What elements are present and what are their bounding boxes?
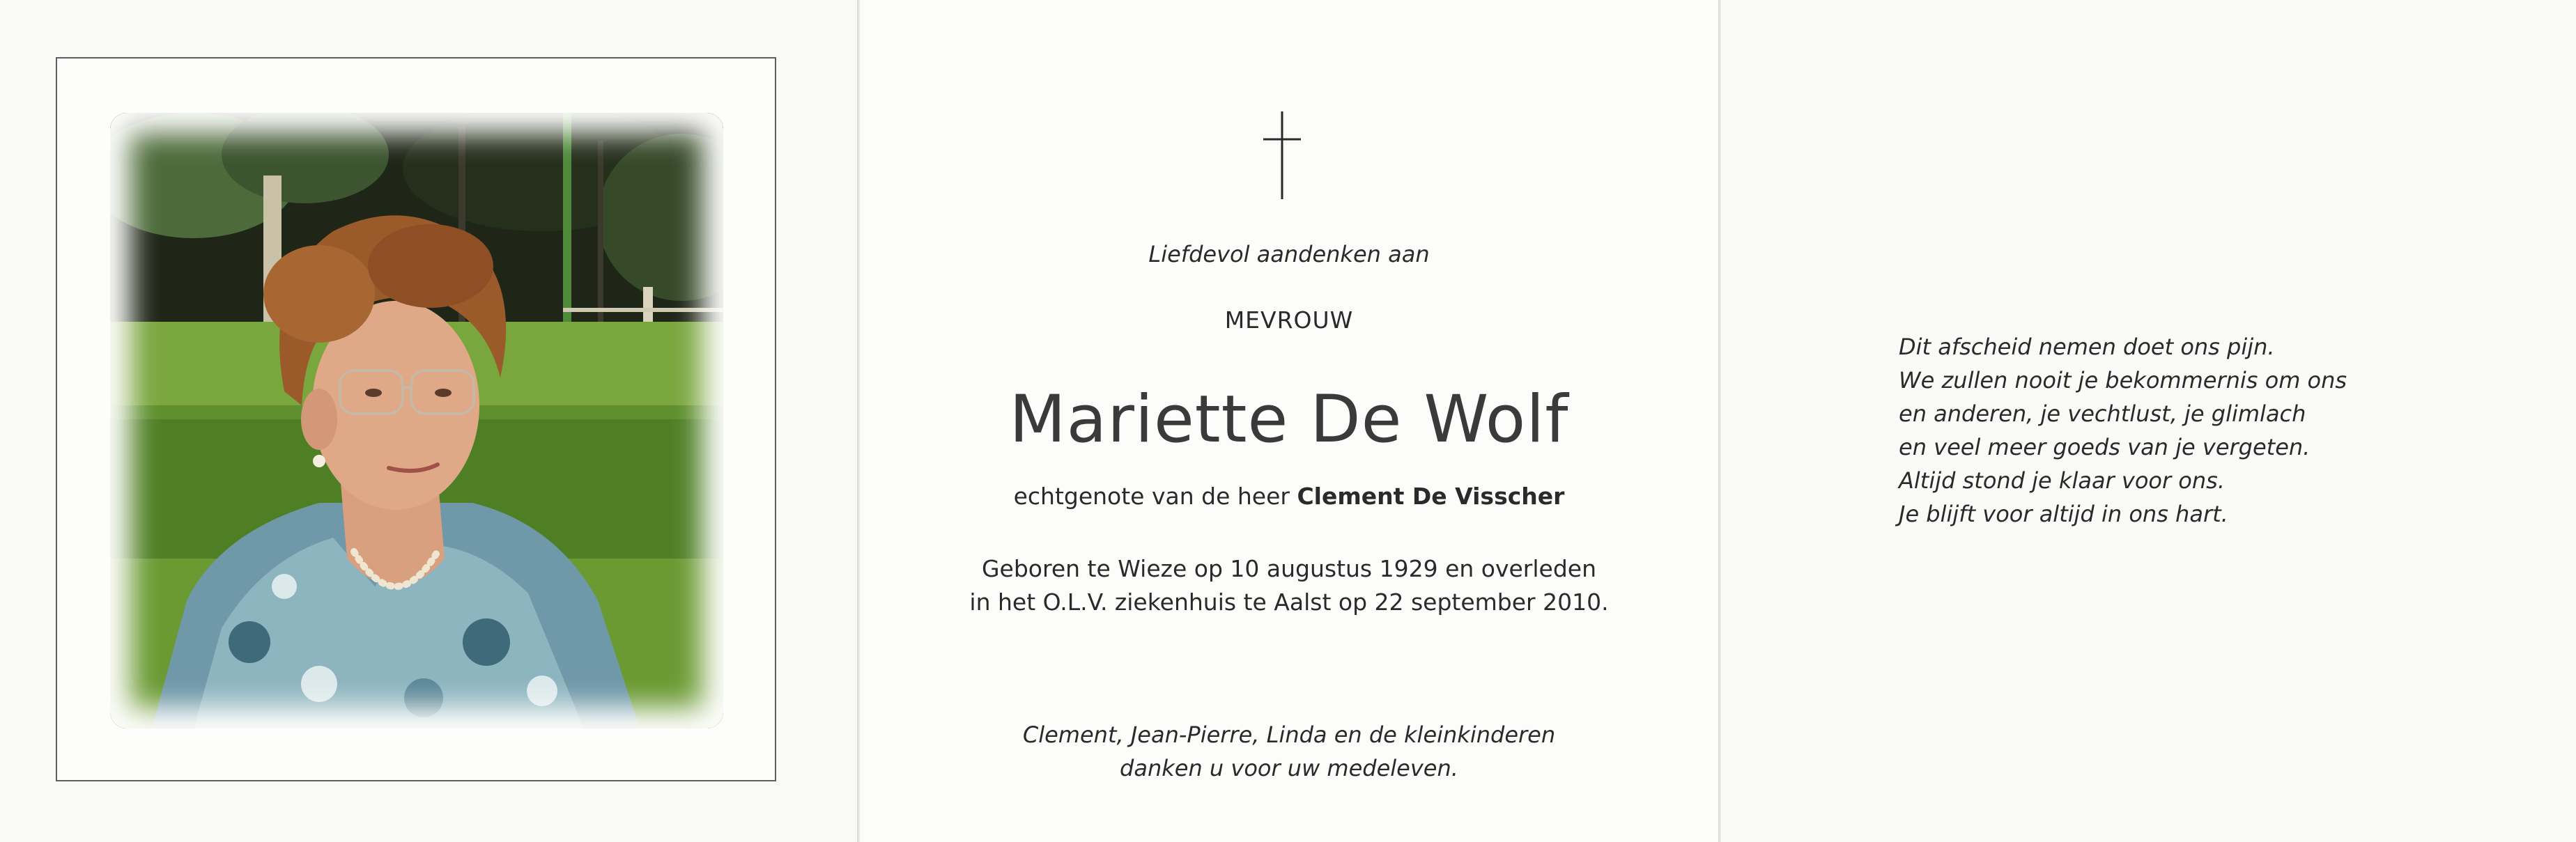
poem-line: en anderen, je vechtlust, je glimlach: [1899, 400, 2306, 427]
spouse-line: [860, 483, 1718, 510]
left-panel: [0, 0, 857, 842]
deceased-name: Mariette De Wolf: [1009, 382, 1569, 458]
photo-frame: [56, 57, 776, 781]
birth-death-line-1: Geboren te Wieze op 10 augustus 1929 en overleden: [981, 555, 1597, 582]
poem-line: Dit afscheid nemen doet ons pijn.: [1899, 334, 2275, 360]
poem-line: en veel meer goeds van je vergeten.: [1899, 434, 2311, 460]
middle-panel: [860, 0, 1718, 842]
cross-icon: [1263, 111, 1301, 199]
spouse-prefix: echtgenote van de heer: [1013, 483, 1290, 510]
portrait-photo: [110, 113, 723, 728]
poem-line: Altijd stond je klaar voor ons.: [1899, 467, 2225, 494]
title-text: MEVROUW: [1224, 306, 1354, 334]
birth-death-text: [860, 552, 1718, 619]
birth-death-line-2: in het O.L.V. ziekenhuis te Aalst op 22 september 2010.: [969, 588, 1609, 616]
spouse-name: Clement De Visscher: [1297, 483, 1565, 510]
poem-line: We zullen nooit je bekommernis om ons: [1899, 367, 2347, 393]
intro-text: Liefdevol aandenken aan: [1148, 241, 1430, 267]
poem: [1899, 330, 2347, 531]
thanks-line-1: Clement, Jean-Pierre, Linda en de kleinkinderen: [1022, 722, 1556, 748]
thanks-text: [860, 718, 1718, 785]
poem-line: Je blijft voor altijd in ons hart.: [1899, 501, 2228, 527]
thanks-line-2: danken u voor uw medeleven.: [1120, 755, 1458, 781]
